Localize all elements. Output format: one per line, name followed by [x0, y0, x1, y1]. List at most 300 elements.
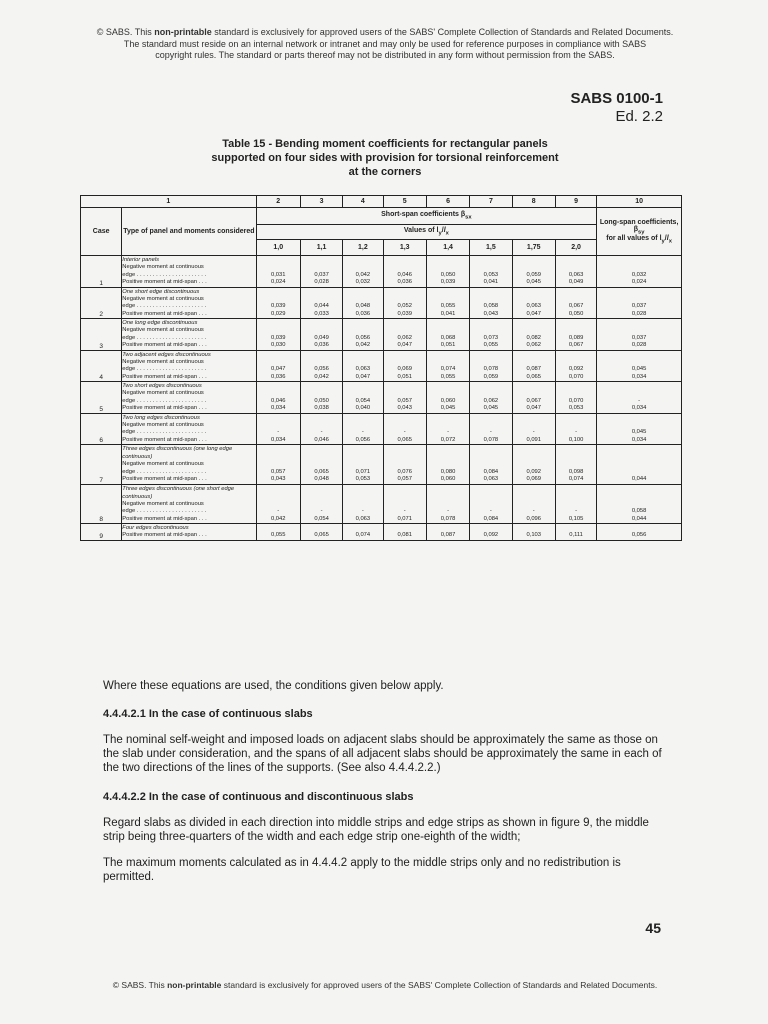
footer-bold: non-printable [167, 980, 222, 990]
negative-moment-value: 0,056 [314, 366, 329, 372]
long-span-value: 0,044 [631, 515, 647, 522]
negative-moment-value: 0,062 [483, 397, 499, 404]
moment-label: edge . . . . . . . . . . . . . . . . . . . . . . [122, 271, 207, 278]
coefficient-cell [300, 484, 342, 524]
header-line-3: copyright rules. The standard or parts thereof may not be distributed in any form without permission from the SABS. [155, 50, 615, 60]
ratio-header: 1,4 [426, 240, 469, 256]
positive-moment-value: 0,065 [314, 532, 329, 538]
panel-type: One short edge discontinuous [122, 288, 200, 295]
negative-moment-value: - [532, 508, 535, 514]
ratio-header: 1,5 [470, 240, 512, 256]
positive-moment-value: 0,067 [568, 342, 584, 348]
moment-label: Negative moment at continuous [122, 327, 204, 333]
coefficient-cell [470, 413, 512, 445]
negative-moment-value: 0,047 [270, 366, 286, 372]
case-number: 8 [81, 484, 122, 524]
positive-moment-value: 0,105 [568, 515, 584, 522]
coefficient-cell [555, 413, 596, 445]
moment-label: Negative moment at continuous [122, 390, 204, 396]
table-row [81, 319, 682, 351]
negative-moment-value: 0,063 [568, 271, 584, 278]
long-span-sub: sy [638, 229, 645, 235]
long-span-cell [597, 256, 682, 288]
negative-moment-value: 0,039 [270, 303, 286, 309]
negative-moment-value: 0,050 [314, 397, 329, 404]
moment-label: edge . . . . . . . . . . . . . . . . . . . . . . [122, 334, 207, 341]
negative-moment-value: 0,092 [526, 468, 541, 475]
positive-moment-value: 0,043 [270, 476, 286, 482]
negative-moment-value: 0,071 [355, 468, 371, 475]
coefficient-cell [343, 524, 383, 541]
negative-moment-value: 0,070 [568, 397, 584, 404]
moment-label: edge . . . . . . . . . . . . . . . . . . . . . . [122, 429, 207, 435]
coefficient-cell [300, 350, 342, 382]
long-span-cell [597, 382, 682, 414]
long-span-label-2: for all values of l [606, 235, 662, 242]
page-number: 45 [645, 920, 661, 936]
panel-description [122, 287, 256, 319]
coefficient-cell [383, 524, 426, 541]
positive-moment-value: 0,078 [440, 515, 456, 522]
positive-moment-value: 0,056 [355, 436, 371, 443]
case-number: 9 [81, 524, 122, 541]
coefficient-cell [256, 382, 300, 414]
long-span-value: 0,045 [631, 429, 647, 435]
negative-moment-value: 0,063 [355, 366, 371, 372]
coefficient-cell [470, 256, 512, 288]
negative-moment-value: 0,067 [526, 397, 541, 404]
moment-label: Positive moment at mid-span . . . [122, 342, 207, 348]
positive-moment-value: 0,078 [483, 436, 499, 443]
long-span-label: Long-span coefficients, β [599, 218, 679, 233]
coefficient-cell [512, 524, 555, 541]
positive-moment-value: 0,042 [314, 373, 329, 380]
positive-moment-value: 0,045 [483, 405, 499, 411]
negative-moment-value: 0,057 [397, 397, 412, 404]
column-index-7: 7 [470, 196, 512, 208]
column-index-5: 5 [383, 196, 426, 208]
coefficient-cell [555, 350, 596, 382]
coefficient-cell [555, 287, 596, 319]
panel-description [122, 256, 256, 288]
panel-type: Two adjacent edges discontinuous [122, 351, 211, 358]
positive-moment-value: 0,096 [526, 515, 541, 522]
column-index-1: 1 [81, 196, 257, 208]
negative-moment-value: 0,055 [440, 303, 456, 309]
positive-moment-value: 0,055 [440, 373, 456, 380]
coefficient-cell [383, 445, 426, 485]
positive-moment-value: 0,065 [526, 373, 541, 380]
negative-moment-value: 0,069 [397, 366, 412, 372]
panel-type: Two short edges discontinuous [122, 383, 202, 389]
coefficient-cell [555, 382, 596, 414]
coefficient-cell [470, 287, 512, 319]
short-span-sub: sx [465, 214, 472, 221]
positive-moment-value: 0,070 [568, 373, 584, 380]
header-text: © SABS. This [96, 27, 155, 37]
coefficient-cell [343, 382, 383, 414]
coefficient-cell [256, 413, 300, 445]
positive-moment-value: 0,036 [397, 279, 412, 285]
long-span-value [597, 525, 681, 533]
coefficient-cell [512, 287, 555, 319]
positive-moment-value: 0,029 [270, 310, 286, 317]
table-row [81, 445, 682, 485]
coefficient-cell [470, 484, 512, 524]
positive-moment-value: 0,054 [314, 515, 329, 522]
positive-moment-value: 0,047 [526, 405, 541, 411]
long-span-cell [597, 484, 682, 524]
long-span-value: 0,028 [631, 342, 647, 348]
panel-type: Interior panels [122, 257, 160, 263]
positive-moment-value: 0,065 [397, 436, 412, 443]
negative-moment-value: 0,056 [355, 334, 371, 341]
positive-moment-value: 0,048 [314, 476, 329, 482]
column-index-10: 10 [597, 196, 682, 208]
panel-type: Three edges discontinuous (one long edge continuous) [122, 446, 233, 460]
footer-text: © SABS. This [112, 980, 168, 990]
coefficient-cell [343, 319, 383, 351]
moment-label: edge . . . . . . . . . . . . . . . . . . . . . . [122, 366, 207, 372]
coefficient-cell [343, 484, 383, 524]
long-span-value: - [638, 397, 641, 404]
coefficient-cell [426, 413, 469, 445]
negative-moment-value: - [575, 429, 578, 435]
column-index-4: 4 [343, 196, 383, 208]
table-row [81, 287, 682, 319]
coefficient-cell [256, 319, 300, 351]
negative-moment-value: 0,087 [526, 366, 541, 372]
positive-moment-value: 0,045 [440, 405, 456, 411]
long-span-value: 0,024 [631, 279, 647, 285]
coefficient-cell [343, 413, 383, 445]
coefficient-cell [383, 484, 426, 524]
negative-moment-value: - [403, 508, 406, 514]
values-label: Values of l [403, 227, 439, 235]
case-header: Case [81, 208, 122, 256]
panel-type: Four edges discontinuous [122, 525, 189, 531]
coefficient-cell [426, 484, 469, 524]
moment-label: Positive moment at mid-span . . . [122, 532, 207, 538]
positive-moment-value: 0,055 [483, 342, 499, 348]
negative-moment-value: 0,042 [355, 271, 371, 278]
coefficient-cell [343, 287, 383, 319]
column-index-6: 6 [426, 196, 469, 208]
coefficient-cell [300, 287, 342, 319]
positive-moment-value: 0,062 [526, 342, 541, 348]
positive-moment-value: 0,057 [397, 476, 412, 482]
column-index-row [81, 196, 682, 208]
long-span-value: 0,034 [631, 405, 647, 411]
moment-label: Negative moment at continuous [122, 500, 204, 507]
negative-moment-value: 0,068 [440, 334, 456, 341]
case-number: 4 [81, 350, 122, 382]
type-header: Type of panel and moments considered [122, 208, 256, 256]
values-header: Values of $l_y/l_x$ [256, 225, 597, 240]
positive-moment-value: 0,050 [568, 310, 584, 317]
coefficient-cell [300, 445, 342, 485]
standard-number: SABS 0100-1 [570, 90, 663, 107]
moment-label: Negative moment at continuous [122, 461, 204, 467]
positive-moment-value: 0,030 [270, 342, 286, 348]
positive-moment-value: 0,081 [397, 532, 412, 538]
copyright-footer [40, 980, 730, 990]
negative-moment-value: - [532, 429, 535, 435]
coefficient-cell [383, 382, 426, 414]
coefficient-cell [383, 413, 426, 445]
positive-moment-value: 0,059 [483, 373, 499, 380]
long-span-cell [597, 445, 682, 485]
panel-description [122, 350, 256, 382]
panel-type: One long edge discontinuous [122, 320, 198, 326]
positive-moment-value: 0,069 [526, 476, 541, 482]
negative-moment-value: - [447, 508, 450, 514]
negative-moment-value: 0,067 [568, 303, 584, 309]
coefficient-cell [470, 445, 512, 485]
coefficient-cell [512, 484, 555, 524]
positive-moment-value: 0,043 [483, 310, 499, 317]
moment-label: Positive moment at mid-span . . . [122, 310, 207, 317]
positive-moment-value: 0,036 [270, 373, 286, 380]
coefficient-cell [426, 382, 469, 414]
positive-moment-value: 0,038 [314, 405, 329, 411]
header-row [81, 208, 682, 225]
long-span-header: Long-span coefficients, $\beta_{sy}$ for all values of $l_y/l_x$ [597, 208, 682, 256]
negative-moment-value: 0,059 [526, 271, 541, 278]
coefficient-table [80, 195, 682, 541]
moment-label: Negative moment at continuous [122, 295, 204, 302]
negative-moment-value: - [277, 508, 280, 514]
panel-description [122, 319, 256, 351]
coefficient-cell [512, 350, 555, 382]
long-span-value: 0,044 [631, 476, 647, 482]
long-span-value: 0,032 [631, 271, 647, 278]
header-line-2: The standard must reside on an internal network or intranet and may only be used for reference purposes in compliance with SABS [123, 38, 647, 49]
coefficient-cell [300, 382, 342, 414]
positive-moment-value: 0,024 [270, 279, 286, 285]
coefficient-cell [426, 319, 469, 351]
negative-moment-value: 0,054 [355, 397, 371, 404]
positive-moment-value: 0,084 [483, 515, 499, 522]
footer-text-end: standard is exclusively for approved users of the SABS' Complete Collection of Standards and Related Documents. [221, 980, 658, 990]
table-title-line-3: at the corners [348, 166, 422, 178]
coefficient-cell [555, 484, 596, 524]
negative-moment-value: 0,063 [526, 303, 541, 309]
coefficient-cell [470, 382, 512, 414]
positive-moment-value: 0,041 [483, 279, 499, 285]
negative-moment-value: 0,046 [270, 397, 286, 404]
positive-moment-value: 0,074 [568, 476, 584, 482]
section-4-4-4-2-2-text-2: The maximum moments calculated as in 4.4.4.2 apply to the middle strips only and no redistribution is permitted. [103, 857, 621, 883]
coefficient-cell [512, 445, 555, 485]
long-span-value: 0,045 [631, 366, 647, 372]
coefficient-cell [256, 484, 300, 524]
positive-moment-value: 0,042 [355, 342, 371, 348]
short-span-header [256, 208, 597, 225]
ratio-header: 1,1 [300, 240, 342, 256]
long-span-value: 0,056 [631, 532, 647, 538]
long-span-cell [597, 287, 682, 319]
negative-moment-value: 0,053 [483, 271, 499, 278]
table-title [150, 137, 620, 179]
coefficient-cell [343, 350, 383, 382]
negative-moment-value: 0,058 [483, 303, 499, 309]
moment-label: edge . . . . . . . . . . . . . . . . . . . . . . [122, 508, 207, 514]
negative-moment-value: 0,076 [397, 468, 412, 475]
case-number: 2 [81, 287, 122, 319]
column-index-8: 8 [512, 196, 555, 208]
coefficient-cell [343, 256, 383, 288]
table-row [81, 524, 682, 541]
coefficient-cell [470, 350, 512, 382]
coefficient-cell [383, 256, 426, 288]
negative-moment-value: 0,049 [314, 334, 329, 341]
moment-label: edge . . . . . . . . . . . . . . . . . . . . . . [122, 397, 207, 404]
positive-moment-value: 0,039 [440, 279, 456, 285]
long-span-value: 0,028 [631, 310, 647, 317]
long-span-cell [597, 319, 682, 351]
coefficient-cell [300, 413, 342, 445]
negative-moment-value: 0,039 [270, 334, 286, 341]
ratio-header: 1,75 [512, 240, 555, 256]
positive-moment-value: 0,033 [314, 310, 329, 317]
positive-moment-value: 0,047 [397, 342, 412, 348]
header-bold: non-printable [154, 27, 212, 37]
ratio-header: 2,0 [555, 240, 596, 256]
table-title-line-1: Table 15 - Bending moment coefficients for rectangular panels [222, 138, 548, 150]
moment-label: Negative moment at continuous [122, 358, 204, 365]
negative-moment-value: - [320, 508, 323, 514]
negative-moment-value: 0,046 [397, 271, 412, 278]
negative-moment-value: - [575, 508, 578, 514]
coefficient-cell [555, 524, 596, 541]
negative-moment-value: - [489, 429, 492, 435]
long-span-cell [597, 350, 682, 382]
section-4-4-4-2-1-text: The nominal self-weight and imposed loads on adjacent slabs should be approximately the same as those on the slab under consideration, and the spans of all adjacent slabs should be approximately the same in each of the two directions of the lines of the supports. (See also 4.4.4.2.2.) [103, 734, 662, 774]
coefficient-cell [426, 287, 469, 319]
moment-label: Positive moment at mid-span . . . [122, 515, 207, 522]
coefficient-cell [343, 445, 383, 485]
table-row [81, 484, 682, 524]
positive-moment-value: 0,040 [355, 405, 371, 411]
positive-moment-value: 0,051 [440, 342, 456, 348]
long-span-value: 0,037 [631, 303, 647, 309]
positive-moment-value: 0,046 [314, 436, 329, 443]
negative-moment-value: - [361, 508, 364, 514]
positive-moment-value: 0,049 [568, 279, 584, 285]
negative-moment-value: 0,037 [314, 271, 329, 278]
moment-label: edge . . . . . . . . . . . . . . . . . . . . . . [122, 468, 207, 475]
negative-moment-value: 0,065 [314, 468, 329, 475]
negative-moment-value: 0,050 [440, 271, 456, 278]
coefficient-cell [426, 256, 469, 288]
coefficient-cell [470, 524, 512, 541]
long-span-cell [597, 413, 682, 445]
coefficient-cell [300, 256, 342, 288]
negative-moment-value: 0,031 [270, 271, 286, 278]
coefficient-cell [256, 524, 300, 541]
negative-moment-value: - [320, 429, 323, 435]
coefficient-cell [512, 413, 555, 445]
positive-moment-value: 0,028 [314, 279, 329, 285]
case-number: 6 [81, 413, 122, 445]
negative-moment-value: - [489, 508, 492, 514]
panel-description [122, 382, 256, 414]
long-span-value: 0,058 [631, 508, 647, 514]
negative-moment-value: 0,057 [270, 468, 286, 475]
positive-moment-value: 0,034 [270, 405, 286, 411]
negative-moment-value: 0,098 [568, 468, 584, 475]
coefficient-cell [383, 287, 426, 319]
positive-moment-value: 0,053 [355, 476, 371, 482]
positive-moment-value: 0,051 [397, 373, 412, 380]
table-row [81, 382, 682, 414]
positive-moment-value: 0,039 [397, 310, 412, 317]
coefficient-cell [512, 382, 555, 414]
positive-moment-value: 0,063 [355, 515, 371, 522]
column-index-3: 3 [300, 196, 342, 208]
positive-moment-value: 0,042 [270, 515, 286, 522]
negative-moment-value: 0,052 [397, 303, 412, 309]
long-span-value: 0,034 [631, 436, 647, 443]
positive-moment-value: 0,100 [568, 436, 584, 443]
case-number: 7 [81, 445, 122, 485]
coefficient-cell [512, 319, 555, 351]
coefficient-cell [555, 256, 596, 288]
positive-moment-value: 0,087 [440, 532, 456, 538]
negative-moment-value: 0,092 [568, 366, 584, 372]
positive-moment-value: 0,072 [440, 436, 456, 443]
table-row [81, 256, 682, 288]
standard-edition: Ed. 2.2 [615, 108, 663, 125]
column-index-2: 2 [256, 196, 300, 208]
intro-text: Where these equations are used, the conditions given below apply. [103, 680, 444, 692]
positive-moment-value: 0,060 [440, 476, 456, 482]
coefficient-cell [383, 319, 426, 351]
coefficient-cell [555, 319, 596, 351]
negative-moment-value: 0,082 [526, 334, 541, 341]
positive-moment-value: 0,041 [440, 310, 456, 317]
positive-moment-value: 0,111 [569, 532, 583, 538]
long-span-value [597, 469, 681, 477]
panel-description [122, 524, 256, 541]
moment-label: Negative moment at continuous [122, 264, 204, 270]
copyright-header [40, 27, 730, 62]
negative-moment-value: 0,084 [483, 468, 499, 475]
section-4-4-4-2-2-heading: 4.4.4.2.2 In the case of continuous and discontinuous slabs [103, 791, 414, 803]
table-row [81, 350, 682, 382]
coefficient-cell [383, 350, 426, 382]
positive-moment-value: 0,053 [568, 405, 584, 411]
long-span-value: 0,034 [631, 373, 647, 380]
long-span-value: 0,037 [631, 334, 647, 341]
negative-moment-value: - [403, 429, 406, 435]
section-4-4-4-2-2-text: Regard slabs as divided in each direction into middle strips and edge strips as shown in figure 9, the middle strip being three-quarters of the width and each edge strip one-eighth of the width; [103, 817, 649, 843]
coefficient-cell [426, 445, 469, 485]
positive-moment-value: 0,071 [397, 515, 412, 522]
case-number: 1 [81, 256, 122, 288]
short-span-label: Short-span coefficients β [381, 211, 466, 219]
positive-moment-value: 0,036 [355, 310, 371, 317]
negative-moment-value: 0,073 [483, 334, 499, 341]
negative-moment-value: - [277, 429, 280, 435]
coefficient-cell [512, 256, 555, 288]
coefficient-cell [470, 319, 512, 351]
moment-label: Positive moment at mid-span . . . [122, 436, 207, 443]
table-title-line-2: supported on four sides with provision for torsional reinforcement [211, 152, 559, 164]
positive-moment-value: 0,092 [483, 532, 499, 538]
table-body [81, 256, 682, 541]
